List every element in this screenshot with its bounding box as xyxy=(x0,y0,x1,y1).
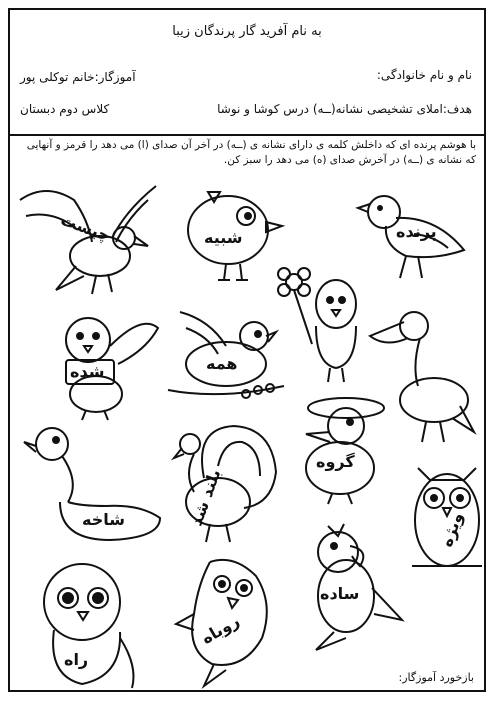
bird-word: چیست xyxy=(58,209,113,246)
teacher-feedback-label: بازخورد آموزگار: xyxy=(398,671,474,684)
bird-word: راه xyxy=(64,650,89,669)
bird-word: همه xyxy=(206,354,238,373)
worksheet-title: به نام آفرید گار پرندگان زیبا xyxy=(172,24,322,39)
bird-word: بلند شد xyxy=(186,466,225,529)
bird-word: شده xyxy=(70,362,105,381)
worksheet-header xyxy=(10,10,484,136)
instructions: با هوشم پرنده ای که داخلش کلمه ی دارای نشانه ی (ــه) در آخر آن صدای (ا) می دهد را قرمز و آنهایی که نشانه ی (ــه) در آخرش صدای (ه) می دهد را سبز کن. xyxy=(26,139,476,166)
bird-word: گروه xyxy=(316,452,355,471)
bird-word: شبیه xyxy=(204,228,243,247)
bird-word: پرنده xyxy=(396,222,437,241)
bird-word: شاخه xyxy=(82,510,125,529)
bird-outline-10 xyxy=(286,390,388,506)
bird-word: ساده xyxy=(320,584,360,603)
bird-outline-2 xyxy=(356,186,474,286)
student-name-label: نام و نام خانوادگی: xyxy=(376,68,472,82)
bird-outline-4 xyxy=(46,310,166,422)
bird-outline-9 xyxy=(164,418,282,546)
bird-word: روباه xyxy=(197,611,243,648)
lesson-goal: هدف:املای تشخیصی نشانه(ــه) درس کوشا و نوشا xyxy=(217,102,472,116)
bird-outline-5 xyxy=(160,306,290,406)
bird-outline-6 xyxy=(272,264,368,388)
worksheet xyxy=(8,8,486,692)
bird-outline-3 xyxy=(16,180,166,300)
class-label: کلاس دوم دبستان xyxy=(20,102,110,116)
teacher-name: آموزگار:خانم توکلی پور xyxy=(20,70,136,84)
bird-outline-13 xyxy=(174,554,278,690)
bird-outline-14 xyxy=(294,522,408,652)
bird-outline-8 xyxy=(20,422,166,548)
bird-word: ویژه xyxy=(436,509,467,550)
bird-outline-11 xyxy=(410,462,484,574)
bird-outline-12 xyxy=(24,558,144,692)
